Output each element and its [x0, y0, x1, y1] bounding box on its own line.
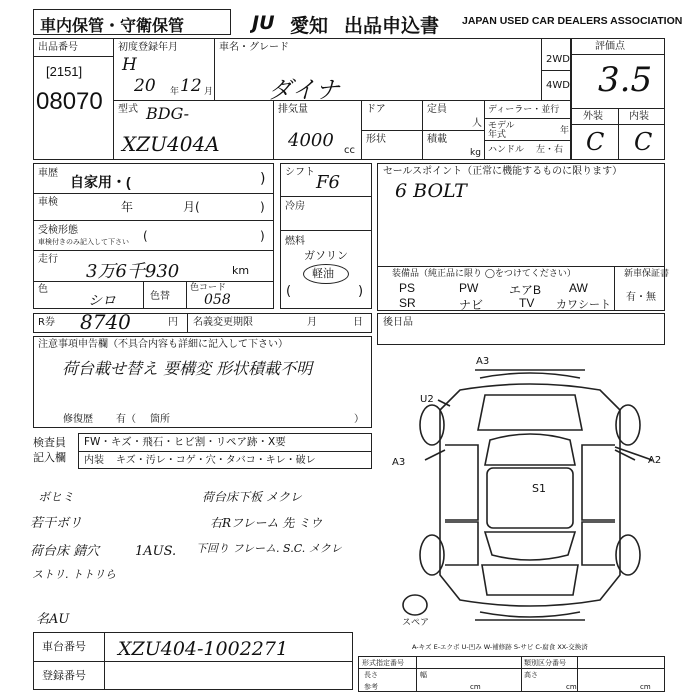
diagram-u2: U2	[420, 394, 434, 405]
recycle-ticket-label: R券	[38, 317, 55, 328]
cert-ref: 参考	[364, 683, 378, 691]
inspector-int-label: 内装	[84, 455, 104, 466]
fuel-open: (	[286, 284, 292, 299]
sales-point-label: セールスポイント（正常に機能するものに限ります）	[383, 166, 623, 177]
inspector-note-2: 若干ボリ	[30, 516, 83, 531]
diagram-s1: S1	[532, 482, 546, 495]
door-shape-label: 形状	[366, 134, 386, 145]
registration-year-unit: 年	[170, 87, 180, 97]
model-label: 型式	[118, 104, 138, 115]
spare-tire	[403, 595, 427, 615]
drive-2wd: 2WD	[546, 54, 570, 65]
hood	[478, 395, 582, 430]
name-change-month: 月	[307, 317, 317, 328]
repair-close: ）	[354, 414, 364, 425]
equip-tv: TV	[519, 296, 535, 310]
aircon-label: 冷房	[285, 201, 305, 212]
rear-goods-box	[377, 313, 665, 345]
right-mirror	[615, 450, 635, 460]
chassis-label: 車台番号	[42, 640, 86, 653]
inspector-label2: 記入欄	[33, 451, 66, 464]
inspector-label: 検査員	[33, 436, 66, 449]
mileage-label: 走行	[38, 254, 58, 265]
trunk	[482, 565, 578, 595]
equip-leather: カワシート	[556, 299, 611, 311]
history-value: 自家用・(	[70, 174, 131, 190]
interior-grade-label: 内装	[629, 111, 649, 122]
warranty-value: 有・無	[626, 292, 656, 303]
recycle-ticket-unit: 円	[168, 317, 178, 328]
color-code: 058	[204, 292, 231, 308]
car-name-label: 車名・グレード	[219, 42, 289, 53]
windshield	[485, 434, 575, 465]
inspector-note-4: 1AUS.	[135, 544, 177, 559]
recycle-close: )	[260, 229, 265, 243]
shift-value: F6	[316, 172, 340, 193]
diagram-a3-top: A3	[476, 356, 490, 367]
model-line1: BDG-	[146, 104, 190, 123]
equip-navi: ナビ	[459, 298, 484, 312]
fuel-diesel: 軽油	[312, 267, 334, 280]
inspector-note-8: 下回り フレーム. S.C. メクレ	[196, 542, 342, 555]
mileage-unit: km	[232, 264, 250, 277]
cert-cm-1: cm	[470, 683, 481, 691]
registration-month: 12	[180, 76, 202, 96]
inspector-note-7: 右Rフレーム 先 ミウ	[210, 516, 323, 530]
lot-number: 08070	[36, 88, 103, 115]
repair-value: 有（	[116, 414, 136, 425]
inspector-int-items: キズ・汚レ・コゲ・穴・タバコ・キレ・破レ	[116, 455, 316, 466]
color-change-label: 色替	[150, 291, 170, 302]
drive-4wd: 4WD	[546, 80, 570, 91]
cert-cm-2: cm	[566, 683, 577, 691]
inspector-note-9: 名AU	[36, 612, 70, 627]
model-line2: XZU404A	[122, 132, 220, 156]
inspection-label: 車検	[38, 197, 58, 208]
notes-text: 荷台載せ替え 要構変 形状積載不明	[62, 359, 313, 378]
org-name: 愛知	[290, 16, 329, 37]
fuel-gas: ガソリン	[304, 249, 348, 262]
score-value: 3.5	[598, 60, 653, 100]
shift-label: シフト	[285, 167, 315, 178]
cert-cm-3: cm	[640, 683, 651, 691]
chassis-value: XZU404-1002271	[118, 638, 289, 660]
color-label: 色	[38, 284, 48, 295]
rear-goods-label: 後日品	[383, 317, 413, 328]
lot-label: 出品番号	[38, 42, 78, 53]
cert-width: 幅	[420, 671, 427, 679]
recycle-ticket-value: 8740	[80, 310, 131, 334]
exterior-grade: C	[586, 128, 605, 156]
color-value: シロ	[88, 293, 116, 309]
fuel-label: 燃料	[285, 236, 305, 247]
capacity-unit: 人	[472, 118, 482, 129]
inspection-close: )	[260, 200, 265, 214]
inspection-year-unit: 年	[121, 200, 134, 214]
car-diagram	[390, 350, 670, 640]
cert-table	[358, 656, 665, 692]
car-name-value: ダイナ	[268, 76, 340, 104]
sales-point-value: 6 BOLT	[395, 180, 467, 202]
ju-logo-text: JU	[252, 12, 275, 34]
ju-logo-icon	[250, 10, 290, 34]
first-registration-label: 初度登録年月	[118, 42, 178, 53]
rear-bumper	[480, 612, 580, 617]
score-label: 評価点	[595, 41, 625, 52]
displacement-label: 排気量	[278, 104, 308, 115]
rear-window	[485, 532, 575, 560]
inspector-ext-items: FW・キズ・飛石・ヒビ割・リペア跡・X要	[84, 436, 286, 448]
equip-aw: AW	[569, 281, 588, 295]
inspector-note-6: 荷台床下板 メクレ	[202, 490, 302, 504]
color-code-label: 色コード	[190, 283, 227, 293]
dealer-nenshiki: 年式	[488, 130, 507, 140]
doc-title: 出品申込書	[344, 16, 440, 37]
lot-sub-number: [2151]	[46, 64, 83, 79]
displacement-value: 4000	[288, 130, 334, 151]
diagram-a2: A2	[648, 455, 662, 466]
ju-logo	[250, 10, 290, 34]
left-front-door	[445, 445, 478, 520]
inspector-note-5: ストリ. トトリら	[32, 568, 116, 581]
door-label: ドア	[366, 104, 386, 115]
history-label: 車歴	[38, 168, 58, 179]
displacement-unit: cc	[344, 145, 355, 156]
load-unit: kg	[470, 148, 481, 158]
association-name: JAPAN USED CAR DEALERS ASSOCIATION	[462, 15, 683, 27]
equipment-grid	[381, 281, 611, 312]
fuel-close: )	[358, 284, 364, 299]
cert-height: 高さ	[524, 671, 538, 679]
equip-airbag: エアB	[509, 283, 542, 297]
damage-legend: A-キズ E-エクボ U-凹み W-補修跡 S-サビ C-腐食 XX-交換済	[412, 643, 588, 651]
dealer-year-unit: 年	[560, 126, 570, 136]
left-mirror	[425, 450, 445, 460]
load-label: 積載	[427, 134, 447, 145]
equip-sr: SR	[399, 296, 416, 310]
handle-options: 左・右	[536, 145, 564, 155]
repair-label: 修復歴	[63, 414, 93, 425]
equip-pw: PW	[459, 281, 479, 295]
right-rear-door	[582, 522, 615, 565]
recycle-note: 車検付きのみ記入して下さい	[38, 238, 129, 246]
front-bumper	[480, 373, 580, 378]
name-change-day: 日	[353, 317, 363, 328]
registration-month-unit: 月	[204, 87, 214, 97]
inspector-note-1: ボヒミ	[38, 490, 75, 504]
equip-ps: PS	[399, 281, 416, 295]
warranty-label: 新車保証書	[624, 269, 670, 279]
left-rear-door	[445, 522, 478, 565]
car-body-outline	[440, 384, 620, 606]
dealer-model: モデル	[488, 121, 515, 131]
inspection-month-unit: 月(	[183, 200, 200, 214]
interior-grade: C	[634, 128, 653, 156]
cert-length: 長さ	[364, 671, 378, 679]
repair-place: 箇所	[150, 414, 170, 425]
recycle-open: (	[143, 229, 148, 243]
capacity-label: 定員	[427, 104, 447, 115]
dealer-label: ディーラー・並行	[488, 105, 560, 115]
storage-category: 車内保管・守衛保管	[40, 18, 185, 35]
handle-label: ハンドル	[488, 145, 525, 155]
name-change-label: 名義変更期限	[193, 317, 253, 328]
registration-era: H	[122, 55, 137, 75]
mileage-value: 3万6千930	[86, 261, 180, 282]
diagram-a3-left: A3	[392, 457, 406, 468]
history-close: )	[260, 171, 266, 187]
reg-number-label: 登録番号	[42, 669, 86, 682]
fuel-diesel-circle	[303, 264, 349, 284]
exterior-grade-label: 外装	[583, 111, 603, 122]
registration-year: 20	[134, 76, 156, 96]
recycle-label: 受検形態	[38, 225, 78, 236]
inspector-note-3: 荷台床 錆穴	[30, 544, 100, 559]
right-front-door	[582, 445, 615, 520]
notes-label: 注意事項申告欄（不具合内容も詳細に記入して下さい）	[38, 339, 288, 350]
equipment-label: 装備品（純正品に限り ◯をつけてください）	[392, 269, 576, 279]
diagram-spare: スペア	[402, 618, 430, 628]
cert-model-no: 形式指定番号	[362, 659, 404, 667]
cert-class-no: 類別区分番号	[524, 659, 566, 667]
roof	[487, 468, 573, 528]
